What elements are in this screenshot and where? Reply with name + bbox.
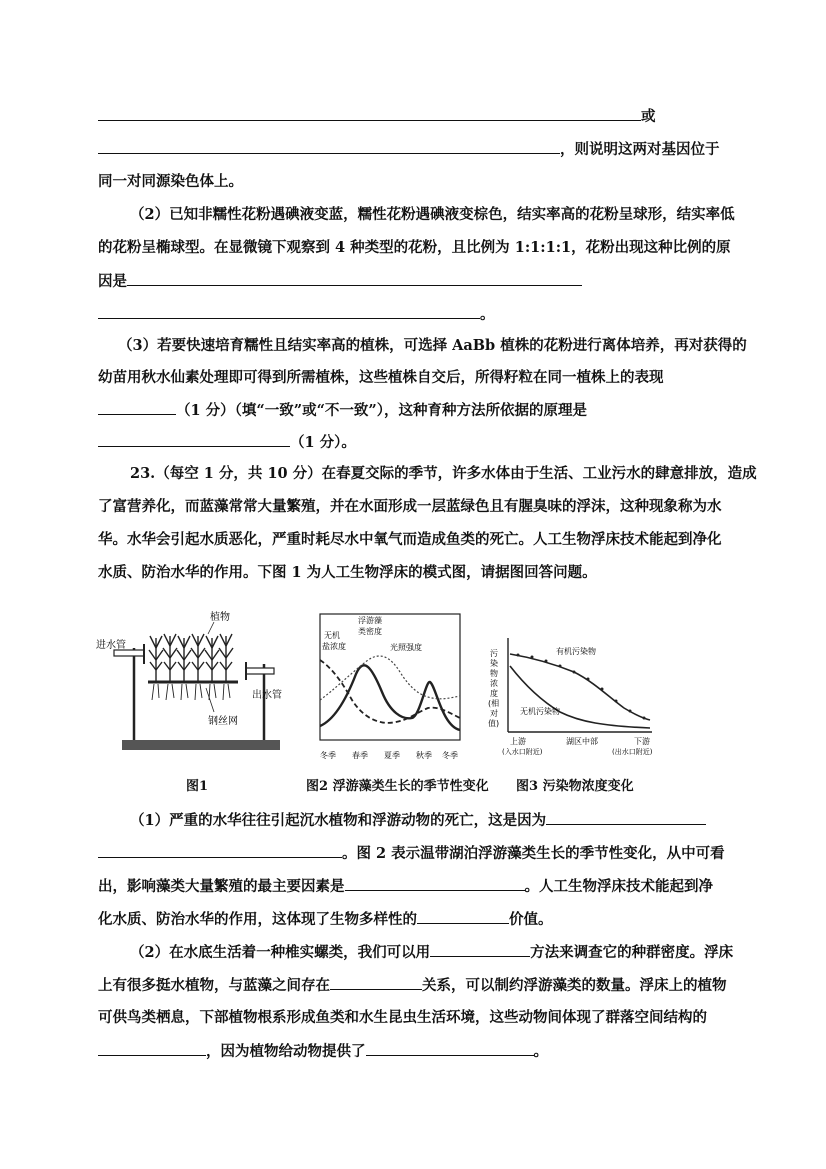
q22-part2-line-3: 因是 bbox=[98, 271, 582, 292]
figure-3-caption: 图3 污染物浓度变化 bbox=[516, 779, 634, 794]
series-light-intensity bbox=[320, 656, 460, 700]
q23-intro-line-1: 23.（每空 1 分，共 10 分）在春夏交际的季节，许多水体由于生活、工业污水的肆意排放，造成 bbox=[130, 465, 757, 482]
label-inlet: 进水管 bbox=[96, 640, 126, 651]
svg-text:物: 物 bbox=[490, 669, 498, 678]
svg-text:值): 值) bbox=[488, 719, 500, 728]
q22-part2-line-2: 的花粉呈椭球型。在显微镜下观察到 4 种类型的花粉，且比例为 1:1:1:1，花粉出现这种比例的原 bbox=[98, 239, 731, 256]
svg-text:污: 污 bbox=[490, 649, 498, 658]
tick-midlake: 湖区中部 bbox=[566, 737, 598, 746]
plant bbox=[219, 634, 233, 682]
tank-bottom bbox=[122, 740, 280, 750]
answer-blank[interactable] bbox=[127, 271, 582, 286]
tick-season: 冬季 bbox=[442, 751, 458, 760]
tick-upstream-note: (入水口附近) bbox=[502, 748, 543, 756]
q23-part2-line-4: ，因为植物给动物提供了 。 bbox=[98, 1041, 548, 1062]
label-plant: 植物 bbox=[210, 612, 230, 623]
figure-2-caption: 图2 浮游藻类生长的季节性变化 bbox=[306, 779, 489, 794]
q22-part3-line-2: 幼苗用秋水仙素处理即可得到所需植株，这些植株自交后，所得籽粒在同一植株上的表现 bbox=[98, 369, 664, 386]
answer-blank[interactable] bbox=[430, 942, 530, 957]
plant bbox=[177, 636, 191, 682]
q23-intro-line-3: 华。水华会引起水质恶化，严重时耗尽水中氧气而造成鱼类的死亡。人工生物浮床技术能起到净化 bbox=[98, 531, 722, 548]
plant bbox=[191, 634, 205, 682]
q22-part2-line-1: （2）已知非糯性花粉遇碘液变蓝，糯性花粉遇碘液变棕色，结实率高的花粉呈球形，结实率低 bbox=[130, 206, 735, 223]
q23-part2-line-1: （2）在水底生活着一种椎实螺类，我们可以用 方法来调查它的种群密度。浮床 bbox=[130, 944, 734, 961]
series-algae-density bbox=[320, 665, 460, 730]
answer-blank[interactable] bbox=[98, 106, 641, 121]
series-inorganic-salt bbox=[320, 660, 460, 723]
q22-part3-line-1: （3）若要快速培育糯性且结实率高的植株，可选择 AaBb 植株的花粉进行离体培养，再对获得的 bbox=[118, 337, 747, 354]
q23-part2-line-3: 可供鸟类栖息，下部植物根系形成鱼类和水生昆虫生活环境，这些动物间体现了群落空间结构的 bbox=[98, 1009, 707, 1026]
label-mesh: 钢丝网 bbox=[208, 716, 238, 727]
tick-downstream: 下游 bbox=[634, 737, 650, 746]
figure-1-floating-bed bbox=[96, 608, 296, 768]
label-algae-2: 类密度 bbox=[358, 627, 382, 636]
y-axis-label bbox=[488, 649, 499, 728]
tick-season: 冬季 bbox=[320, 751, 336, 760]
q23-part2-line-2: 上有很多挺水植物，与蓝藻之间存在 关系，可以制约浮游藻类的数量。浮床上的植物 bbox=[98, 977, 727, 994]
answer-blank[interactable] bbox=[98, 1041, 206, 1056]
q23-part1-line-1: （1）严重的水华往往引起沉水植物和浮游动物的死亡，这是因为 bbox=[130, 810, 706, 831]
answer-blank[interactable] bbox=[366, 1041, 534, 1056]
q23-part1-line-2: 。图 2 表示温带湖泊浮游藻类生长的季节性变化，从中可看 bbox=[98, 843, 725, 864]
outlet-pipe bbox=[246, 668, 274, 674]
plant bbox=[205, 636, 219, 682]
label-salt-2: 盐浓度 bbox=[322, 642, 346, 651]
q23-part1-line-4: 化水质、防治水华的作用，这体现了生物多样性的 价值。 bbox=[98, 911, 553, 928]
label-outlet: 出水管 bbox=[252, 690, 282, 701]
answer-blank[interactable] bbox=[98, 139, 560, 154]
svg-text:浓: 浓 bbox=[490, 679, 498, 688]
label-salt-1: 无机 bbox=[324, 631, 340, 640]
chart-frame bbox=[320, 614, 460, 740]
q23-part1-line-3: 出，影响藻类大量繁殖的最主要因素是 。人工生物浮床技术能起到净 bbox=[98, 878, 713, 895]
tick-upstream: 上游 bbox=[510, 737, 526, 746]
plant bbox=[149, 636, 163, 682]
label-light: 光照强度 bbox=[390, 643, 422, 652]
label-inorganic: 无机污染物 bbox=[520, 707, 560, 716]
q22-part3-line-3: （1 分）（填“一致”或“不一致”），这种育种方法所依据的原理是 bbox=[98, 400, 587, 421]
svg-text:染: 染 bbox=[490, 659, 498, 668]
tick-season: 秋季 bbox=[416, 751, 432, 760]
q23-intro-line-2: 了富营养化，而蓝藻常常大量繁殖，并在水面形成一层蓝绿色且有腥臭味的浮沫，这种现象称为水 bbox=[98, 498, 722, 515]
answer-blank[interactable] bbox=[330, 975, 422, 990]
tick-downstream-note: (出水口附近) bbox=[612, 748, 653, 756]
tick-season: 夏季 bbox=[384, 751, 400, 760]
answer-blank[interactable] bbox=[98, 400, 176, 415]
q23-intro-line-4: 水质、防治水华的作用。下图 1 为人工生物浮床的模式图，请据图回答问题。 bbox=[98, 564, 597, 581]
figure-1-caption: 图1 bbox=[186, 779, 209, 794]
answer-blank[interactable] bbox=[345, 876, 525, 891]
svg-text:度: 度 bbox=[490, 689, 498, 698]
q22-line-1 bbox=[98, 106, 656, 127]
answer-blank[interactable] bbox=[98, 843, 342, 858]
q22-part2-line-4: 。 bbox=[98, 304, 495, 325]
answer-blank[interactable] bbox=[98, 304, 480, 319]
plant-roots bbox=[152, 684, 230, 700]
figure-2-seasonal-chart bbox=[312, 608, 472, 768]
q22-line-3: 同一对同源染色体上。 bbox=[98, 173, 243, 190]
label-algae-1: 浮游藻 bbox=[358, 616, 382, 625]
answer-blank[interactable] bbox=[546, 810, 706, 825]
answer-blank[interactable] bbox=[417, 909, 509, 924]
q22-or: 或 bbox=[641, 108, 656, 125]
label-organic: 有机污染物 bbox=[556, 647, 596, 656]
svg-text:(相: (相 bbox=[488, 699, 500, 708]
answer-blank[interactable] bbox=[98, 432, 290, 447]
figure-3-pollutant-chart bbox=[484, 608, 664, 768]
tick-season: 春季 bbox=[352, 751, 368, 760]
q22-line-2: ，则说明这两对基因位于 bbox=[98, 139, 720, 160]
svg-text:对: 对 bbox=[490, 709, 498, 718]
plants bbox=[149, 634, 233, 682]
plant bbox=[163, 634, 177, 682]
q22-part3-line-4: （1 分）。 bbox=[98, 432, 356, 453]
